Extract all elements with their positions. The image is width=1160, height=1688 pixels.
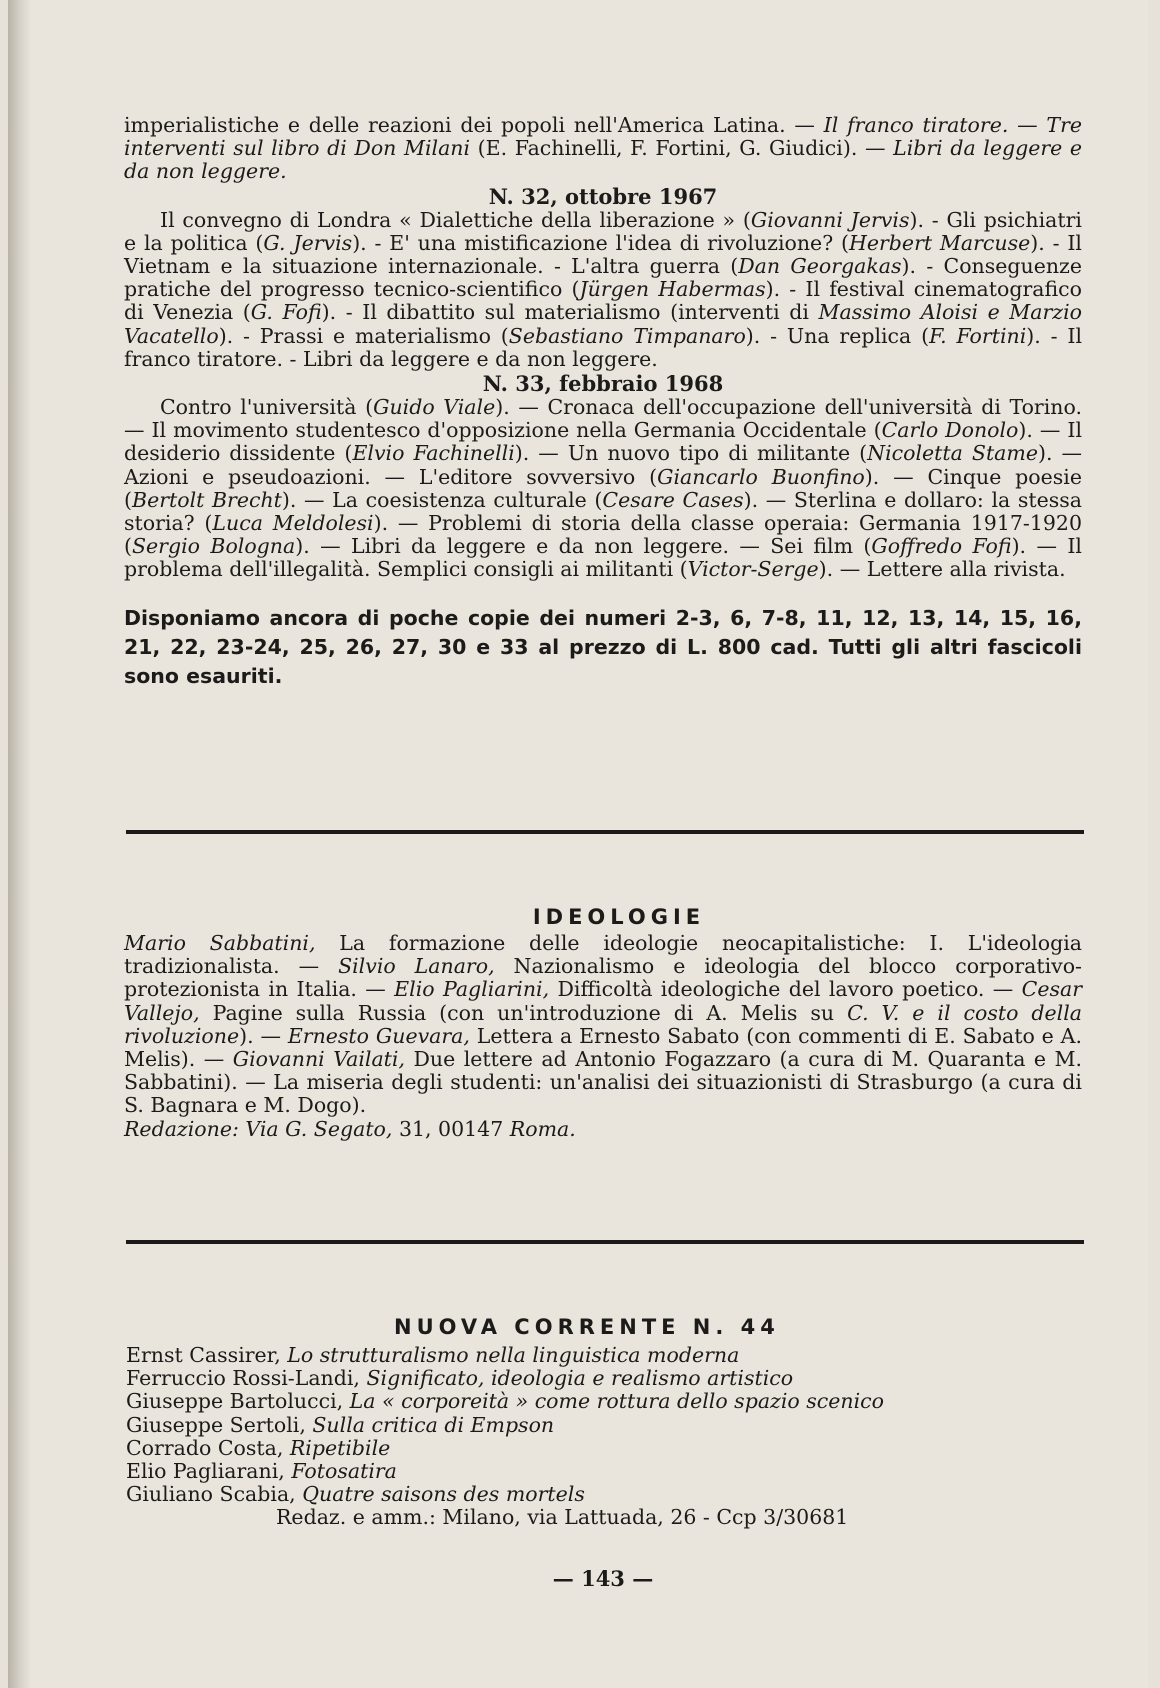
text: ). - E' una mistificazione l'idea di rivoluzione? ( bbox=[352, 230, 849, 255]
list-item bbox=[126, 1344, 1084, 1367]
text: (E. Fachinelli, F. Fortini, G. Giudici). — bbox=[470, 136, 894, 161]
author: Cesar Vallejo, bbox=[124, 977, 1083, 1025]
author: Elvio Fachinelli bbox=[352, 441, 515, 466]
list-item bbox=[126, 1367, 1084, 1390]
redazione-line bbox=[124, 1118, 1082, 1141]
issue-33-contents bbox=[124, 396, 1082, 582]
author: Massimo Aloisi e Marzio Vacatello bbox=[124, 300, 1083, 348]
author: Silvio Lanaro, bbox=[338, 954, 495, 979]
list-item bbox=[126, 1390, 1084, 1413]
text: imperialistiche e delle reazioni dei popoli nell'America Latina. — bbox=[124, 113, 824, 137]
author: Giancarlo Buonfino bbox=[657, 464, 865, 489]
author: Luca Meldolesi bbox=[212, 511, 374, 536]
author: Jürgen Habermas bbox=[579, 277, 766, 302]
text: ). — Cinque poesie ( bbox=[124, 464, 1082, 512]
italic-text: Il franco tiratore. bbox=[823, 113, 1009, 137]
author: Giovanni Vailati, bbox=[232, 1047, 405, 1072]
text: ). - Il franco tiratore. - Libri da leggere e da non leggere. bbox=[124, 323, 1082, 371]
text: Difficoltà ideologiche del lavoro poetico. — bbox=[549, 977, 1022, 1002]
book-spine-shadow bbox=[8, 0, 30, 1688]
text: ). — Il desiderio dissidente ( bbox=[124, 418, 1082, 466]
issue-33-title: N. 33, febbraio 1968 bbox=[482, 371, 724, 397]
author: Giuliano Scabia, bbox=[126, 1482, 303, 1507]
author: Carlo Donolo bbox=[881, 418, 1019, 443]
list-item bbox=[126, 1414, 1084, 1437]
ideologie-contents bbox=[124, 932, 1082, 1118]
work-title: Ripetibile bbox=[289, 1435, 391, 1460]
author: Ferruccio Rossi-Landi, bbox=[126, 1366, 367, 1391]
text: ). - Una replica ( bbox=[745, 323, 930, 348]
page bbox=[8, 0, 1148, 1688]
section-heading: NUOVA CORRENTE N. 44 bbox=[394, 1315, 780, 1339]
section-heading: IDEOLOGIE bbox=[532, 905, 706, 929]
text: Nazionalismo e ideologia del blocco corporativo-protezionista in Italia. — bbox=[124, 954, 1082, 1002]
text: ). — Cronaca dell'occupazione dell'università di Torino. — Il movimento studentesco d'opposizione nella Germania Occidentale ( bbox=[124, 395, 1082, 443]
author: Giuseppe Bartolucci, bbox=[126, 1389, 350, 1414]
divider-rule bbox=[126, 1240, 1084, 1244]
author: Sergio Bologna bbox=[132, 534, 296, 559]
author: Goffredo Fofi bbox=[871, 534, 1012, 559]
text: ). — Azioni e pseudoazioni. — L'editore sovversivo ( bbox=[124, 441, 1083, 489]
author: Corrado Costa, bbox=[126, 1435, 290, 1460]
author: Ernesto Guevara, bbox=[287, 1023, 470, 1048]
author: G. Fofi bbox=[250, 300, 322, 325]
italic-text: Via G. Segato, bbox=[238, 1116, 393, 1141]
text: La formazione delle ideologie neocapitalistiche: I. L'ideologia tradizionalista. — bbox=[124, 931, 1082, 979]
text: ). — Il problema dell'illegalità. Semplici consigli ai militanti ( bbox=[124, 534, 1082, 582]
author: Herbert Marcuse bbox=[849, 230, 1031, 255]
text: Lettera a Ernesto Sabato (con commenti di E. Sabato e A. Melis). — bbox=[124, 1023, 1082, 1072]
author: Guido Viale bbox=[373, 395, 496, 420]
divider-rule bbox=[126, 830, 1084, 834]
list-item bbox=[126, 1437, 1084, 1460]
author: Nicoletta Stame bbox=[867, 441, 1038, 466]
author: Giovanni Jervis bbox=[750, 207, 910, 232]
text: ). - Il dibattito sul materialismo (interventi di bbox=[321, 300, 819, 325]
author: Cesare Cases bbox=[602, 487, 744, 512]
text: ). — Problemi di storia della classe operaia: Germania 1917-1920 ( bbox=[124, 511, 1082, 559]
nuova-corrente-list bbox=[126, 1344, 1084, 1506]
author: Elio Pagliarini, bbox=[394, 977, 550, 1002]
author: Bertolt Brecht bbox=[132, 487, 282, 512]
author: F. Fortini bbox=[929, 323, 1027, 348]
text: ). — La coesistenza culturale ( bbox=[281, 487, 603, 512]
work-title: Sulla critica di Empson bbox=[312, 1412, 555, 1437]
author: Victor-Serge bbox=[687, 557, 819, 582]
availability-notice: Disponiamo ancora di poche copie dei numeri 2-3, 6, 7-8, 11, 12, 13, 14, 15, 16, 21, 22, 23-24, 25, 26, 27, 30 e 33 al prezzo di L. 800 cad. Tutti gli altri fascicoli sono esauriti. bbox=[124, 605, 1082, 688]
ideologie-section bbox=[124, 905, 1082, 1141]
text: ). — Libri da leggere e da non leggere. — Sei film ( bbox=[295, 534, 872, 559]
list-item bbox=[126, 1483, 1084, 1506]
text: ). - Il Vietnam e la situazione internazionale. - L'altra guerra ( bbox=[124, 230, 1082, 279]
text: Il convegno di Londra « Dialettiche della liberazione » ( bbox=[160, 207, 751, 232]
italic-text: Tre interventi sul libro di Don Milani bbox=[124, 113, 1082, 161]
italic-text: Redazione: bbox=[124, 1116, 239, 1141]
work-title: Lo strutturalismo nella linguistica moderna bbox=[287, 1343, 740, 1367]
italic-text: C. V. e il costo della rivoluzione bbox=[124, 1000, 1082, 1048]
author: G. Jervis bbox=[263, 230, 353, 255]
issue-32-title: N. 32, ottobre 1967 bbox=[488, 183, 718, 209]
work-title: La « corporeità » come rottura dello spazio scenico bbox=[349, 1389, 884, 1414]
text: ). - Gli psichiatri e la politica ( bbox=[124, 207, 1082, 255]
text: ). - Conseguenze pratiche del progresso tecnico-scientifico ( bbox=[124, 254, 1082, 302]
author: Ernst Cassirer, bbox=[126, 1343, 288, 1367]
address-line: Redaz. e amm.: Milano, via Lattuada, 26 - Ccp 3/30681 bbox=[276, 1505, 849, 1530]
list-item bbox=[126, 1460, 1084, 1483]
author: Dan Georgakas bbox=[738, 254, 902, 279]
nuova-corrente-section bbox=[126, 1315, 1084, 1530]
text: ). - Il festival cinematografico di Venezia ( bbox=[124, 277, 1083, 325]
author: Mario Sabbatini, bbox=[124, 931, 316, 955]
text: — bbox=[1008, 113, 1047, 137]
work-title: Fotosatira bbox=[291, 1459, 397, 1484]
author: Elio Pagliarani, bbox=[126, 1459, 292, 1484]
work-title: Quatre saisons des mortels bbox=[302, 1482, 585, 1507]
text: Due lettere ad Antonio Fogazzaro (a cura di M. Quaranta e M. Sabbatini). — La miseria degli studenti: un'analisi dei situazionisti di Strasburgo (a cura di S. Bagnara e M. Dogo). bbox=[124, 1047, 1082, 1118]
author: Sebastiano Timpanaro bbox=[508, 323, 746, 348]
text: ). — Sterlina e dollaro: la stessa storia? ( bbox=[124, 487, 1083, 536]
text: ). — Un nuovo tipo di militante ( bbox=[514, 441, 868, 466]
text: 31, 00147 bbox=[392, 1116, 510, 1141]
text: Contro l'università ( bbox=[160, 395, 374, 420]
text: ). — Lettere alla rivista. bbox=[818, 557, 1066, 582]
work-title: Significato, ideologia e realismo artistico bbox=[366, 1366, 794, 1391]
author: Giuseppe Sertoli, bbox=[126, 1412, 313, 1437]
main-text bbox=[124, 114, 1082, 691]
issue-32-contents bbox=[124, 209, 1082, 371]
text: ). - Prassi e materialismo ( bbox=[218, 323, 509, 348]
issue-31-continuation bbox=[124, 114, 1082, 184]
italic-text: Roma. bbox=[509, 1116, 576, 1141]
text: ). — bbox=[239, 1023, 288, 1048]
text: Pagine sulla Russia (con un'introduzione di A. Melis su bbox=[199, 1000, 848, 1025]
page-number: — 143 — bbox=[552, 1566, 654, 1591]
italic-text: Libri da leggere e da non leggere. bbox=[124, 136, 1083, 184]
